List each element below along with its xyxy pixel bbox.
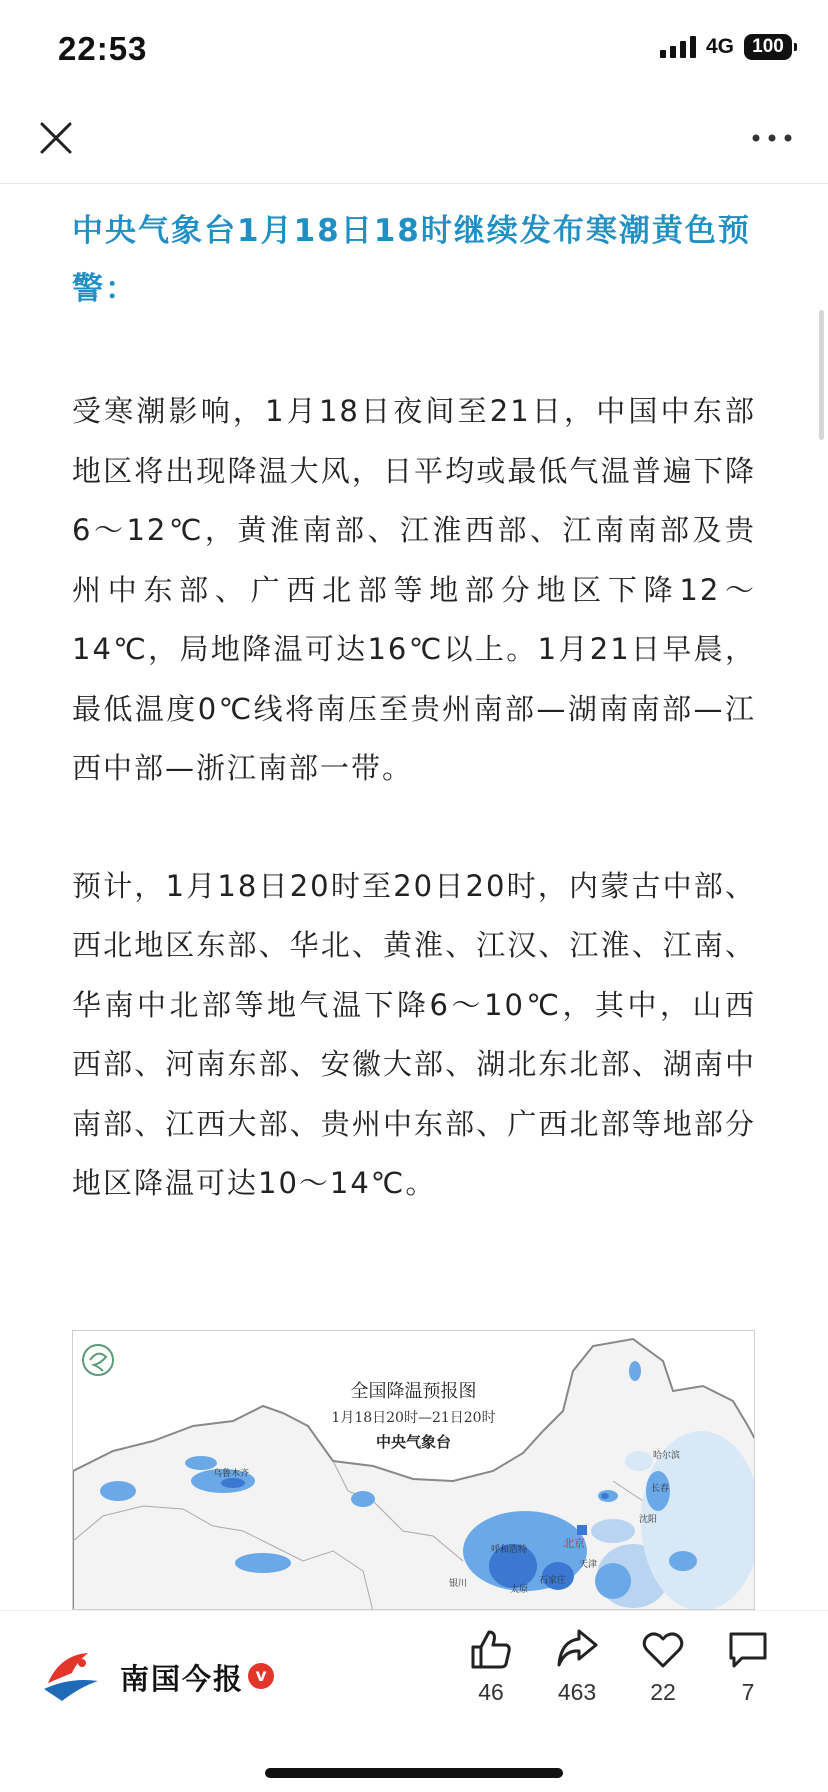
map-city-label: 哈尔滨: [653, 1451, 681, 1461]
favorite-button[interactable]: [628, 1627, 698, 1706]
brand-name[interactable]: 南国今报: [120, 1662, 245, 1696]
map-city-label: 长春: [651, 1484, 670, 1494]
status-time: 22:53: [58, 30, 148, 67]
scrollbar[interactable]: [819, 310, 824, 440]
more-icon: [750, 128, 794, 148]
article-paragraph: 受寒潮影响，1月18日夜间至21日，中国中东部地区将出现降温大风，日平均或最低气温普遍下降6～12℃，黄淮南部、江淮西部、江南南部及贵州中东部、广西北部等地部分地区下降12～14℃，局地降温可达16℃以上。1月21日早晨，最低温度0℃线将南压至贵州南部—湖南南部—江西中部—浙江南部一带。: [72, 394, 756, 785]
article-body: [72, 184, 756, 1214]
bottom-action-bar: [0, 1610, 828, 1792]
close-icon: [36, 118, 76, 158]
battery-icon: 100: [744, 34, 792, 60]
like-count: 46: [478, 1679, 504, 1705]
more-button[interactable]: [750, 128, 794, 148]
map-city-label: 银川: [449, 1579, 468, 1589]
map-city-label: 北京: [563, 1537, 585, 1550]
map-city-label: 石家庄: [539, 1576, 567, 1586]
home-indicator[interactable]: [265, 1768, 563, 1778]
close-button[interactable]: [36, 118, 76, 158]
status-indicators: [660, 34, 792, 60]
share-button[interactable]: [542, 1627, 612, 1706]
nav-bar: [0, 100, 828, 184]
comment-button[interactable]: [713, 1627, 783, 1706]
share-icon: [555, 1627, 599, 1671]
article-headline: 中央气象台1月18日18时继续发布寒潮黄色预警：: [72, 213, 751, 307]
status-bar: [0, 0, 828, 100]
signal-icon: [660, 36, 696, 58]
heart-icon: [641, 1627, 685, 1671]
map-title: 全国降温预报图: [350, 1381, 477, 1402]
like-button[interactable]: [456, 1627, 526, 1706]
cma-logo-icon: [81, 1343, 115, 1377]
share-count: 463: [557, 1679, 597, 1705]
forecast-map-image[interactable]: [72, 1330, 755, 1610]
verified-badge: v: [248, 1663, 274, 1689]
map-city-label: 太原: [510, 1585, 529, 1595]
comment-icon: [726, 1627, 770, 1671]
map-city-label: 沈阳: [639, 1515, 658, 1525]
map-city-label: 天津: [579, 1560, 598, 1570]
thumbs-up-icon: [469, 1627, 513, 1671]
china-map-graphic: [73, 1331, 755, 1610]
map-subtitle: 1月18日20时—21日20时: [331, 1410, 496, 1426]
brand-logo-icon[interactable]: [40, 1649, 104, 1705]
map-city-label: 乌鲁木齐: [213, 1469, 250, 1479]
comment-count: 7: [741, 1679, 755, 1705]
article-paragraph: 预计，1月18日20时至20日20时，内蒙古中部、西北地区东部、华北、黄淮、江汉、江淮、江南、华南中北部等地气温下降6～10℃，其中，山西西部、河南东部、安徽大部、湖北东北部、湖南中南部、江西大部、贵州中东部、广西北部等地部分地区降温可达10～14℃。: [72, 868, 756, 1200]
favorite-count: 22: [650, 1679, 676, 1705]
network-type: 4G: [705, 35, 734, 58]
map-org: 中央气象台: [375, 1433, 451, 1451]
map-city-label: 呼和浩特: [491, 1545, 528, 1555]
